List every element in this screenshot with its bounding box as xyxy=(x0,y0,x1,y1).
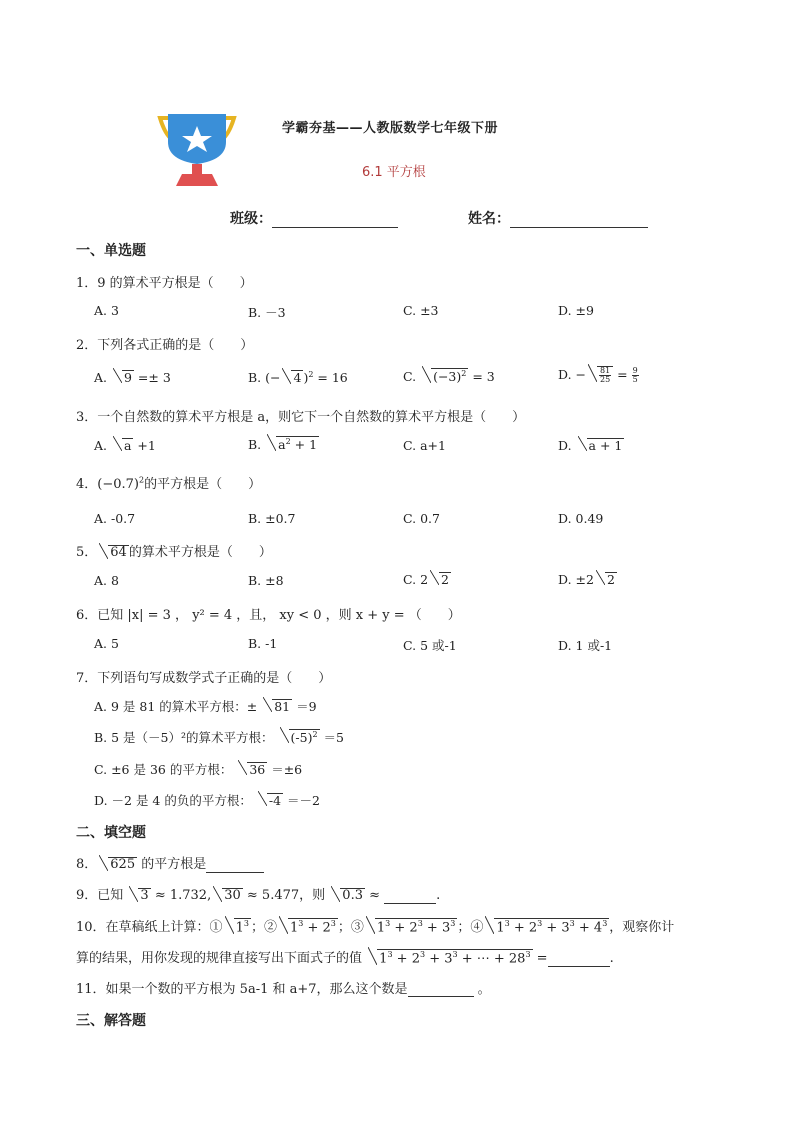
q2-option-d[interactable]: D. − $\frac{81}{25}$ = $\frac{9}{5}$ xyxy=(558,366,638,384)
question-10: 10．在草稿纸上计算：① $1^3$ ；② $1^3 + 2^3$ ；③ $1^3 + 2^3 + 3^3$ ；④ $1^3 + 2^3 + 3^3 + 4^3$ ，观察你计 xyxy=(76,918,675,935)
section-heading: 一、单选题 xyxy=(76,243,146,259)
name-label: 姓名： xyxy=(468,211,510,227)
question-4: 4．$(-0.7)^2$的平方根是（ ） xyxy=(76,475,262,492)
q7-option-c[interactable]: C. ±6 是 36 的平方根： 36 ＝±6 xyxy=(94,762,303,777)
q6-option-c[interactable]: C. 5 或-1 xyxy=(403,638,457,653)
question-9: 9．已知 3 ≈ 1.732, 30 ≈ 5.477，则 0.3 ≈ . xyxy=(76,888,441,903)
q5-option-b[interactable]: B. ±8 xyxy=(248,573,284,588)
q5-option-c[interactable]: C. 2 2 xyxy=(403,572,449,587)
q5-option-d[interactable]: D. ±2 2 xyxy=(558,572,615,587)
class-field[interactable] xyxy=(230,208,398,228)
q5-option-a[interactable]: A. 8 xyxy=(94,573,119,588)
q4-option-c[interactable]: C. 0.7 xyxy=(403,511,440,526)
q1-option-d[interactable]: D. ±9 xyxy=(558,303,594,318)
q6-option-d[interactable]: D. 1 或-1 xyxy=(558,638,613,653)
question-7: 7．下列语句写成数学式子正确的是（ ） xyxy=(76,671,332,686)
q4-option-b[interactable]: B. ±0.7 xyxy=(248,511,296,526)
question-2: 2．下列各式正确的是（ ） xyxy=(76,338,254,353)
q2-option-c[interactable]: C. $(-3)^2 = 3$ xyxy=(403,369,495,385)
question-3: 3．一个自然数的算术平方根是 a，则它下一个自然数的算术平方根是（ ） xyxy=(76,410,526,425)
answer-blank[interactable] xyxy=(548,966,610,967)
section-heading: 二、填空题 xyxy=(76,825,146,841)
q3-option-a[interactable]: A. a +1 xyxy=(94,438,156,453)
q3-option-d[interactable]: D. a + 1 xyxy=(558,438,623,453)
q7-option-b[interactable]: B. 5 是（－5）²的算术平方根： $(-5)^2 =5$ xyxy=(94,729,344,745)
q6-option-a[interactable]: A. 5 xyxy=(94,636,119,651)
q4-option-d[interactable]: D. 0.49 xyxy=(558,511,604,526)
question-1: 1．9 的算术平方根是（ ） xyxy=(76,276,253,291)
trophy-logo xyxy=(152,112,242,188)
name-field[interactable] xyxy=(468,208,648,228)
q4-option-a[interactable]: A. -0.7 xyxy=(94,511,136,526)
q6-option-b[interactable]: B. -1 xyxy=(248,636,278,651)
q1-option-b[interactable]: B. －3 xyxy=(248,305,286,320)
question-8: 8． 625 的平方根是 xyxy=(76,853,264,873)
q3-option-c[interactable]: C. a+1 xyxy=(403,438,446,453)
q3-option-b[interactable]: B. $a^2 + 1$ xyxy=(248,437,318,453)
question-11: 11．如果一个数的平方根为 5a-1 和 a+7，那么这个数是 。 xyxy=(76,982,491,997)
question-5: 5． 64 的算术平方根是（ ） xyxy=(76,545,272,560)
q1-option-c[interactable]: C. ±3 xyxy=(403,303,439,318)
question-6: 6．已知 |x| = 3 ， y² = 4 ，且， xy < 0 ，则 x + y = （ ） xyxy=(76,608,461,623)
q7-option-a[interactable]: A. 9 是 81 的算术平方根：± 81 ＝9 xyxy=(94,699,317,714)
page-title: 学霸夯基——人教版数学七年级下册 xyxy=(282,121,499,136)
q2-option-a[interactable]: A. 9 =± 3 xyxy=(94,370,171,385)
q1-option-a[interactable]: A. 3 xyxy=(94,303,119,318)
q7-option-d[interactable]: D. －2 是 4 的负的平方根： -4 ＝－2 xyxy=(94,793,320,808)
answer-blank[interactable] xyxy=(408,996,474,997)
page-subtitle: 6.1 平方根 xyxy=(362,165,426,180)
q2-option-b[interactable]: B. (− 4 )$^2$ = 16 xyxy=(248,370,348,386)
section-heading: 三、解答题 xyxy=(76,1013,146,1029)
answer-blank[interactable] xyxy=(206,872,264,873)
question-10-line2: 算的结果，用你发现的规律直接写出下面式子的值 $1^3 + 2^3 + 3^3$ + ⋯ + $28^3$ = . xyxy=(76,949,614,966)
answer-blank[interactable] xyxy=(384,903,436,904)
class-label: 班级： xyxy=(230,211,272,227)
